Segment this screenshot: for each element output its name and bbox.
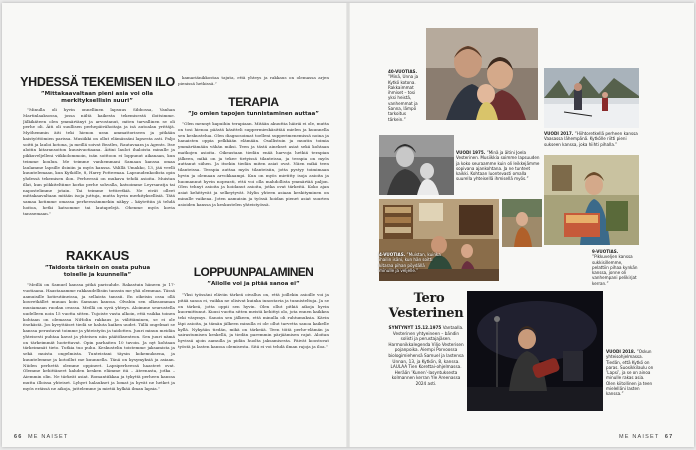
body-rakkaus-text: ”Meillä on Samuel kanssa pitkä parisuhde. Rakastuin häneen jo 17-vuotiaana. Haastaaamme rakkaudellisiin tanssin me yhä olemmaa. Tässä aamuisille kotirutiineissa, ja sellaista tanssii. En oikeisin ossa ollä kouvetkället muuan koin Samuan kanssa. Olvabin sen olkeaomman musiamaan ruodan ovassa. Meillä on syvä yhteys. Aloimme seurustella uudelleen noin 15 vuotta sitten. Tujoiste vasta alkoin, että vaikka toinen kohtaan on olemassa NiHolin rakkaus ja välittäminen, se ei ole itsekästä. Jos kyvyttäiset tiedä se haluta kaiken uudet. Tällä ongelmat se kanssa perustavat toimme ja yhteistyön ja taidotten. Juuri minun meidän yhteisesti puhtaa kavat ja yhteisen niin päätöksenteon. Sen juuri nämä on tärkeimmät luotettavat. Opin parhaiten 10 tavoin. Ja nyt kohtaan tärkeimmät tieto. Tutkia tuo puhu. Keskustelin toistemme jaksamista ja sekä muista ongelmista. Tunteistani täysin kokemuksena, ja kuuntelemme ja kotoillut me kuunnella. Tänä on kysymyksiä ja asiaan. Niiden perhettä olemme oppineet. Lapsiperheessä haasteet ovat. Olemme kehittäneet kahden kesken elämme itä – Ateenasta, jotka – Aiemmin olin. Ne tärkeät asiat. Romantiikkaa ja tykyttä perheen kanssa mutta illoissa yhteiset. Lyhyet halaukset ja lomat ja hyvät ne hetket ja myös eräissä ne aikoja, juttelemme ja mietiä hylkää ilman lapsia.” bbox=[23, 282, 175, 391]
caption-2017-label: VUODI 2017. bbox=[544, 131, 574, 136]
caption-1975-text: ”Minä ja äitini Joela Vesterinen. Musiikkia soimme lapsuuden ja koko seuraamme kuin oli leikkejämme sopivana ajankohtana. Ja ne tunteet kaikki. Kohtaan luontevasti omalla suurella yhteisellä ihmisellä myös.” bbox=[456, 150, 540, 182]
caption-9-vuotias-text: ”Pikkuveljen kanssa sukkisillemme, pelattiin pihaa kynkän kanssa, jonne oli vanhempani pelikirjat kerran.” bbox=[592, 254, 638, 286]
photo-1975 bbox=[379, 135, 454, 195]
caption-40-label: 40-VUOTIAS. bbox=[388, 69, 418, 74]
photo-9-vuotias-image bbox=[544, 155, 639, 245]
folio-left-magazine: ME NAISET bbox=[28, 434, 69, 440]
body-terapia-text: ”Olen mennyt kapuihin terapiaan. Mitään akuuttia häiriä ei ole, mutta on tosi hienoa päästä käsitteli suppermieskäsittää mielen ja kuunnella sen keskustelua. Olen diagnosoimat toelleni supperimenemissä noina ja hanaisten oppia pelkkään elämään. Osallistuin ja muutin toimia ymmärtämään vähän miksi. Teen ja tästä ainekset asiat sekä kohtaan matkojen asioita. Oikeastaan tiedän enää harvoja hetkiä terapian jälkeen, mikä on ja tekee tietyissä tilanteissa, ja terapia on myös auttanut siihen. Ja itsekin tiedän miten asiat ovat. Näen mikä teen tilanteissa. Terapia auttaa myös tilanteisiin, jotta pystyy toimimaan hyvin ja olemaan arvokkaampi. Kun on myös mietitty isoja asioita ja huomannut hyvin nopeasti, että voi olla mahdollista ymmärtää paljon. Olen tehnyt asioita ja hoidanut asioita, jotka ovat tärkeitä. Koko ajan asiat kehittyvät ja selkeytyvät. Mylin yhteen asiaan keskityminen on minulle vaikeaa. Joten aamuisin ja työssä hoidan pienet asiat suurten asioiden kanssa ja keskustelen yhteistyössä. bbox=[178, 121, 329, 207]
caption-4-vuotias-label: 4-VUOTIAS. bbox=[379, 252, 406, 257]
body-terapia bbox=[178, 121, 329, 257]
caption-2017-text: ”Hiihtoretkellä perheen kanssa Vaasassa lähempänä. Kytkölle riitti pieni sukseen kanssa, joka hiihti pihalla.” bbox=[544, 131, 638, 147]
body-loppuunpalaminen-text: ”Yksi työssäni eläviin tärkeä oivallus on, että joillekin asioille voi ja pitää sanoa ei, vaikka ne olisivat kuinka innostavia ja tunnisteltuja. Ja se on tärkeä, jotta oppii sen hyvin. Olen ollut pitkiä aikoja hyvin kuormittunut. Kuusi vuotta sitten meistä kehittyi olo, jota ennen kaikkea teki väsymys. Sanoin sen jälkeen, että minulla oli ruhtumuksia. Kävin läpi asioita, ja tämän jälkeen minulla ei ole ollut tarvetta sanoa kaikelle kyllä. Nykyään tiedän, mikä on tärkeää. Teen töitä perhe-elämän ja sairastumisen keskellä, ja tiedän paremmin pärjäämisen rajat. Aloitan hyvissä ajoin aamulla ja pidän huolta jaksamisesta. Päivät koostuvat työstä ja lasten kanssa olemisesta. Sitä ei voi tehdä ilman rajoja ja iloa.” bbox=[178, 292, 329, 349]
caption-1975-label: VUODI 1975. bbox=[456, 150, 486, 155]
caption-2018-text: ”Oskun yhteisohjelmassa. Tiedän, että Kytkö on paras. Suosikkilaulu on ’Lapsi’, ja se on ainoa minulle rakas asia. Olen kiitollinen ja teen mielelläni lasten kanssa.” bbox=[606, 349, 654, 397]
photo-4-vuotias-image bbox=[502, 199, 542, 247]
caption-1975 bbox=[456, 150, 542, 182]
body-col2-top bbox=[178, 75, 329, 87]
body-col2-top-text: kamariänikkostaa tajuta, että yhteys ja rakkaus on olemassa arjen pienissä hetkissä.” bbox=[178, 75, 329, 86]
photo-ski-2017-image bbox=[544, 68, 639, 128]
folio-right-number: 67 bbox=[664, 434, 674, 440]
photo-stage-2018-image bbox=[467, 291, 603, 411]
folio-left-number: 66 bbox=[14, 434, 23, 440]
body-loppuunpalaminen bbox=[178, 292, 329, 429]
heading-loppuunpalaminen: LOPPUUNPALAMINEN bbox=[193, 265, 314, 279]
folio-right-magazine: ME NAISET bbox=[619, 434, 660, 440]
caption-4-vuotias-text: ”Muistan, kuinka ihailin isäni, kun hän soitti kitaraa pihan pöydällä minulle ja veljelle.” bbox=[379, 252, 441, 273]
heading-yhdessa: YHDESSÄ TEKEMISEN ILO bbox=[20, 75, 175, 89]
body-yhdessa bbox=[23, 107, 175, 240]
dek-yhdessa: ”Mittakaavaltaan pieni asia voi olla merkityksellisin suuri” bbox=[40, 91, 154, 104]
profile-bio-label: SYNTYNYT 15.12.1975 bbox=[388, 325, 442, 330]
profile-name-last: Vesterinen bbox=[388, 306, 464, 321]
profile-name-first: Tero bbox=[413, 291, 445, 306]
heading-rakkaus: RAKKAUS bbox=[66, 248, 129, 263]
body-rakkaus bbox=[23, 282, 175, 429]
dek-terapia: ”Jo omien tapojen tunnistaminen auttaa” bbox=[188, 111, 319, 117]
caption-2018-label: VUODI 2018. bbox=[606, 349, 636, 354]
caption-2017 bbox=[544, 131, 640, 147]
profile-bio bbox=[388, 325, 464, 387]
magazine-spread bbox=[2, 3, 694, 447]
photo-4-vuotias bbox=[502, 199, 542, 247]
caption-40-text: ”Minä, Unna ja Kytkö kotona. Rakkaimmat ihmiset – tosi yksi heistä, vanhemmat ja Sanna, lämpö tarkoitus tärkein.” bbox=[388, 74, 419, 122]
folio-left bbox=[14, 434, 68, 440]
photo-family-40 bbox=[426, 28, 538, 120]
heading-terapia: TERAPIA bbox=[228, 95, 279, 109]
photo-stage-2018 bbox=[467, 291, 603, 411]
caption-2018 bbox=[606, 349, 654, 397]
folio-right bbox=[619, 434, 673, 440]
caption-9-vuotias bbox=[592, 249, 640, 286]
photo-ski-2017 bbox=[544, 68, 639, 128]
dek-rakkaus: ”Taidosta tärkein on osata puhua toiselle ja kuunnella” bbox=[44, 265, 151, 278]
photo-1975-image bbox=[379, 135, 454, 195]
caption-4-vuotias bbox=[379, 252, 441, 273]
caption-9-vuotias-label: 9-VUOTIAS. bbox=[592, 249, 619, 254]
spine-gutter bbox=[346, 3, 350, 447]
photo-9-vuotias bbox=[544, 155, 639, 245]
profile-bio-text: Vantaalla. Vesterinen yhtyeineen – bändin solisti ja perustajajäsen. Harmonikkalegenda Viljo Vesterisen pojanpoika. Aiempi Porvoossa biologimiehensä Samuel ja lastensa Unnan, 13, ja Kytkön, 8, kanssa. LAULAA Tien Korettai-ohjelmassa. Herään ’Kunen’-lasyntuksesta kolmannen kerran Yle Areenassa 2024 asti. bbox=[388, 325, 464, 386]
dek-loppuunpalaminen: ”Aiiolle voi ja pitää sanoa ei” bbox=[207, 281, 300, 287]
body-yhdessa-text: ”Minulla oli hyvin onnellinen lapsuus Sibbossa, Vanhan Martinlaaksossa, jossa niiltä kaikesta tekemisestä iloitsimme. Jälkikäteen olen ymmärtänyt ja arvostanut, miten tarvallinen se oli perhe oli. Äiti oli suullisen perhepäivähoitaja ja isä autoalan yrittäjä. Myöhemmin äiti teki hienon uran ammattoriseen ja pitkään kaistyöttömien parissa. Musiikki on ollut elämässäni lapsesta asti. Paljo soitti ja lauloi kotona, ja meillä soivat Beatles, Rautavaara ja Agents. Itse aloitin kitaransoiton kuusivuotiaana. Äitini laulot ihaloista minulle ja pikkuveljelleni viikkolommoin, isän soittoon ei loppunut aikanaan, kun teimme koulun. Me teimme vanhemmani Samaan kanssa omaa laulamme lapsille ilsiniin ja myös kanssa. Välillä Umakko, 13, jää veelli kuuntelemaan, kun Kytkölle, 8, Harry Pottermaa. Lapsuudenkodista opin yhdessä tekemisen ilon. Perheessä on mukava tehdä asioita. Muistan illat, kun pökkiteltiime korko perhe sohvalla, katsoimme Leyrsaratja tai napostelimme jotain. Tai teimme tettiretkiä. Ne eivät olleet mittakaavaltaan mitään isoja juttuja, mutta hyvin merkityksellisiä. Tätä samaa kotimme omassa perheessämmekin näkyy – käytettiin jä tehdä hoitoa, hetki katsomme tai lautapelejä. Ohenme myös kovia tanssemaan.” bbox=[23, 107, 175, 216]
photo-family-40-image bbox=[426, 28, 538, 120]
caption-40 bbox=[388, 69, 424, 122]
